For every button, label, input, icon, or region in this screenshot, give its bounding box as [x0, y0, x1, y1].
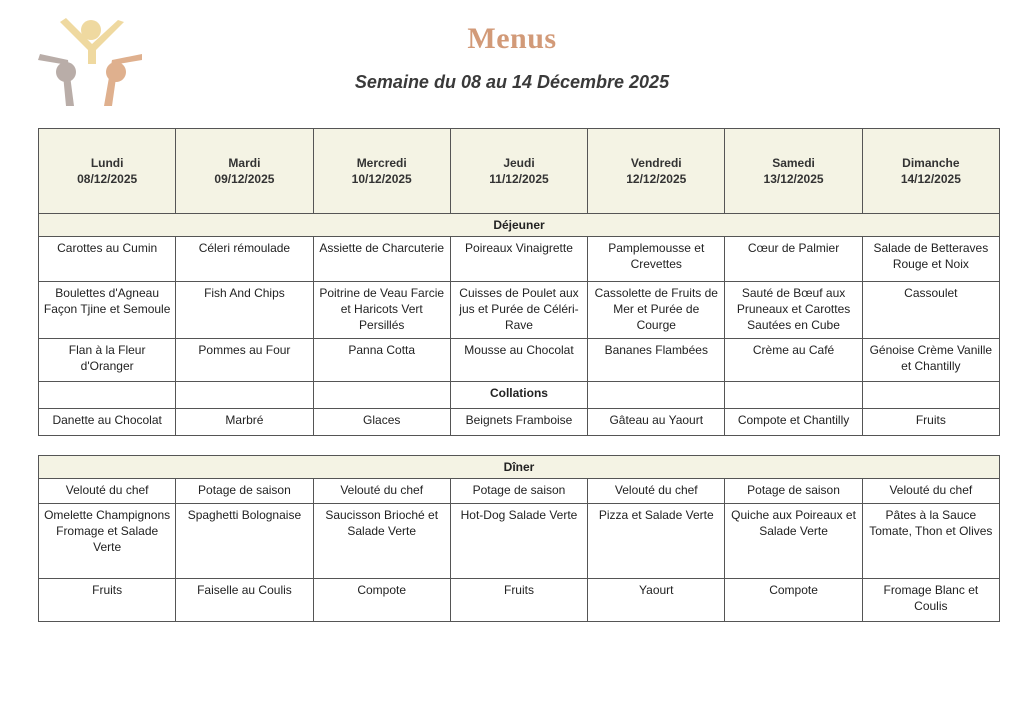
- menu-cell: Poireaux Vinaigrette: [450, 237, 587, 282]
- dinner-section-label: Dîner: [39, 456, 1000, 479]
- menu-cell: Velouté du chef: [313, 479, 450, 504]
- lunch-mains-row: [39, 282, 1000, 339]
- dinner-mains-row: [39, 504, 1000, 579]
- day-name: Dimanche: [902, 156, 960, 170]
- snacks-section-label: Collations: [450, 382, 587, 409]
- menu-cell: Potage de saison: [176, 479, 313, 504]
- menu-cell: Pommes au Four: [176, 339, 313, 382]
- menu-cell: Gâteau au Yaourt: [588, 409, 725, 436]
- day-name: Mardi: [228, 156, 261, 170]
- menu-cell: Compote: [313, 579, 450, 622]
- page-title: Menus: [467, 22, 557, 55]
- menu-cell: Poitrine de Veau Farcie et Haricots Vert Persillés: [313, 282, 450, 339]
- menu-cell: Fromage Blanc et Coulis: [862, 579, 999, 622]
- empty-cell: [176, 382, 313, 409]
- menu-cell: Cassoulet: [862, 282, 999, 339]
- day-date: 12/12/2025: [626, 172, 687, 186]
- menu-cell: Salade de Betteraves Rouge et Noix: [862, 237, 999, 282]
- menu-cell: Fruits: [450, 579, 587, 622]
- menu-cell: Sauté de Bœuf aux Pruneaux et Carottes Sautées en Cube: [725, 282, 862, 339]
- day-header-wed: [313, 129, 450, 214]
- menu-cell: Boulettes d'Agneau Façon Tjine et Semoule: [39, 282, 176, 339]
- menu-cell: Cœur de Palmier: [725, 237, 862, 282]
- menu-cell: Génoise Crème Vanille et Chantilly: [862, 339, 999, 382]
- menu-cell: Cuisses de Poulet aux jus et Purée de Céléri-Rave: [450, 282, 587, 339]
- menu-cell: Glaces: [313, 409, 450, 436]
- empty-cell: [588, 382, 725, 409]
- menu-cell: Assiette de Charcuterie: [313, 237, 450, 282]
- menu-cell: Fruits: [862, 409, 999, 436]
- menu-cell: Quiche aux Poireaux et Salade Verte: [725, 504, 862, 579]
- day-name: Lundi: [90, 156, 124, 170]
- lunch-starters-row: [39, 237, 1000, 282]
- menu-cell: Marbré: [176, 409, 313, 436]
- day-date: 09/12/2025: [214, 172, 275, 186]
- menu-cell: Fish And Chips: [176, 282, 313, 339]
- menu-cell: Pâtes à la Sauce Tomate, Thon et Olives: [862, 504, 999, 579]
- menu-cell: Compote: [725, 579, 862, 622]
- day-header-sat: [725, 129, 862, 214]
- week-subtitle: Semaine du 08 au 14 Décembre 2025: [354, 72, 670, 92]
- menu-cell: Mousse au Chocolat: [450, 339, 587, 382]
- day-date: 11/12/2025: [489, 172, 549, 186]
- menu-cell: Beignets Framboise: [450, 409, 587, 436]
- day-name: Jeudi: [503, 156, 535, 170]
- lunch-desserts-row: [39, 339, 1000, 382]
- menu-cell: Flan à la Fleur d'Oranger: [39, 339, 176, 382]
- menu-cell: Fruits: [39, 579, 176, 622]
- menu-cell: Faiselle au Coulis: [176, 579, 313, 622]
- day-date: 08/12/2025: [77, 172, 138, 186]
- menu-cell: Cassolette de Fruits de Mer et Purée de Courge: [588, 282, 725, 339]
- day-header-sun: [862, 129, 999, 214]
- day-header-mon: [39, 129, 176, 214]
- day-name: Vendredi: [630, 156, 682, 170]
- empty-cell: [313, 382, 450, 409]
- lunch-table: [38, 128, 1000, 436]
- menu-cell: Céleri rémoulade: [176, 237, 313, 282]
- day-date: 14/12/2025: [900, 172, 961, 186]
- snacks-row: [39, 409, 1000, 436]
- menu-cell: Velouté du chef: [588, 479, 725, 504]
- menu-cell: Pizza et Salade Verte: [588, 504, 725, 579]
- menu-cell: Potage de saison: [725, 479, 862, 504]
- dinner-desserts-row: [39, 579, 1000, 622]
- day-header-fri: [588, 129, 725, 214]
- menu-cell: Panna Cotta: [313, 339, 450, 382]
- menu-cell: Bananes Flambées: [588, 339, 725, 382]
- day-header-thu: [450, 129, 587, 214]
- menu-cell: Spaghetti Bolognaise: [176, 504, 313, 579]
- empty-cell: [725, 382, 862, 409]
- day-date: 10/12/2025: [351, 172, 412, 186]
- menu-cell: Danette au Chocolat: [39, 409, 176, 436]
- dinner-table: [38, 455, 1000, 622]
- lunch-section-label: Déjeuner: [39, 214, 1000, 237]
- menu-cell: Pamplemousse et Crevettes: [588, 237, 725, 282]
- day-name: Samedi: [772, 156, 815, 170]
- menu-cell: Carottes au Cumin: [39, 237, 176, 282]
- days-header-row: [39, 129, 1000, 214]
- menu-cell: Compote et Chantilly: [725, 409, 862, 436]
- day-header-tue: [176, 129, 313, 214]
- empty-cell: [862, 382, 999, 409]
- day-date: 13/12/2025: [763, 172, 824, 186]
- menu-cell: Yaourt: [588, 579, 725, 622]
- day-name: Mercredi: [356, 156, 407, 170]
- menu-cell: Velouté du chef: [39, 479, 176, 504]
- dinner-soups-row: [39, 479, 1000, 504]
- menu-cell: Crème au Café: [725, 339, 862, 382]
- menu-cell: Omelette Champignons Fromage et Salade Verte: [39, 504, 176, 579]
- menu-cell: Saucisson Brioché et Salade Verte: [313, 504, 450, 579]
- menu-cell: Velouté du chef: [862, 479, 999, 504]
- menu-cell: Potage de saison: [450, 479, 587, 504]
- menu-cell: Hot-Dog Salade Verte: [450, 504, 587, 579]
- snacks-label-row: [39, 382, 1000, 409]
- empty-cell: [39, 382, 176, 409]
